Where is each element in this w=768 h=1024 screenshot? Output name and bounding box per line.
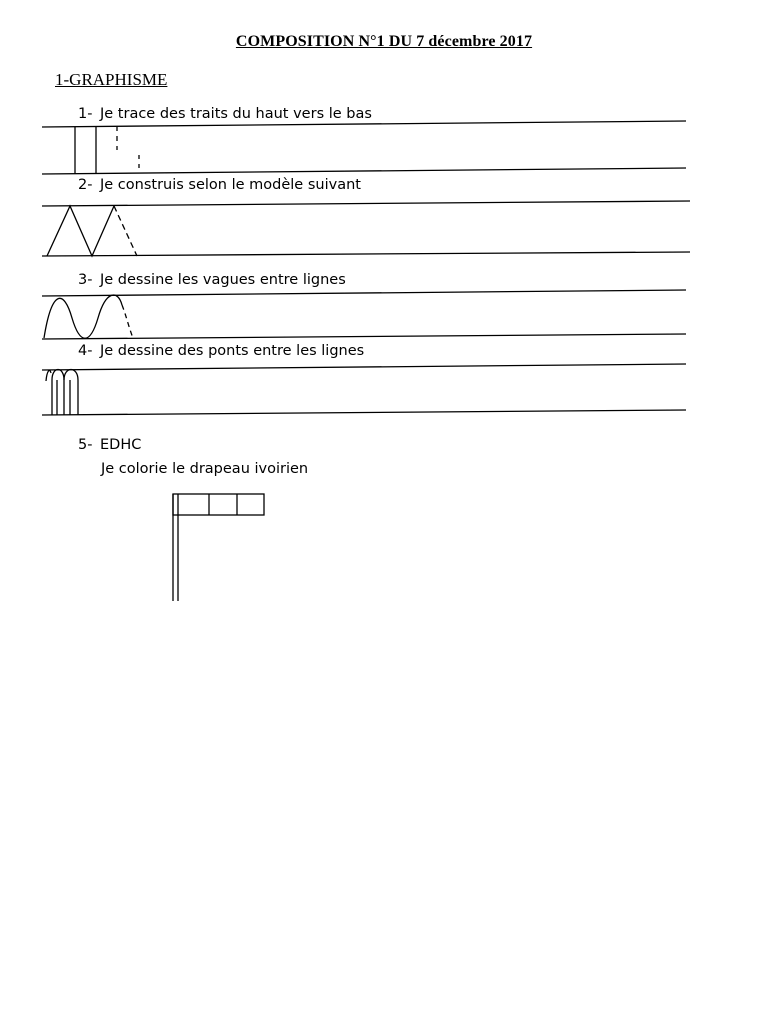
page-title: COMPOSITION N°1 DU 7 décembre 2017 [235, 33, 533, 50]
exercise-1-number: 1- [78, 106, 93, 122]
exercise-3-top-line [42, 290, 686, 296]
exercise-1-bottom-line [42, 168, 686, 174]
exercise-2-bottom-line [42, 252, 690, 256]
wave-model [44, 295, 122, 338]
exercise-4-number: 4- [78, 343, 93, 359]
exercise-4-text: Je dessine des ponts entre les lignes [100, 343, 365, 359]
exercise-4-top-line [42, 364, 686, 370]
bridge-hook [46, 370, 51, 381]
exercise-5-text: EDHC [100, 437, 142, 453]
exercise-3-number: 3- [78, 272, 93, 288]
zigzag-model [47, 206, 114, 256]
flag-frame [173, 494, 264, 515]
exercise-1-top-line [42, 121, 686, 127]
exercise-4-bottom-line [42, 410, 686, 415]
bridge-arch [52, 370, 64, 416]
wave-dashed [122, 305, 133, 338]
exercise-2-top-line [42, 201, 690, 206]
section-title: 1-GRAPHISME [55, 70, 168, 89]
exercise-5-number: 5- [78, 437, 93, 453]
exercise-3-text: Je dessine les vagues entre lignes [100, 272, 346, 288]
exercise-5-instruction: Je colorie le drapeau ivoirien [101, 461, 309, 477]
exercise-3-bottom-line [42, 334, 686, 339]
zigzag-dashed [114, 206, 137, 256]
exercise-1-text: Je trace des traits du haut vers le bas [100, 106, 372, 122]
exercise-2-text: Je construis selon le modèle suivant [100, 177, 361, 193]
exercise-2-number: 2- [78, 177, 93, 193]
bridge-arch [64, 370, 78, 416]
